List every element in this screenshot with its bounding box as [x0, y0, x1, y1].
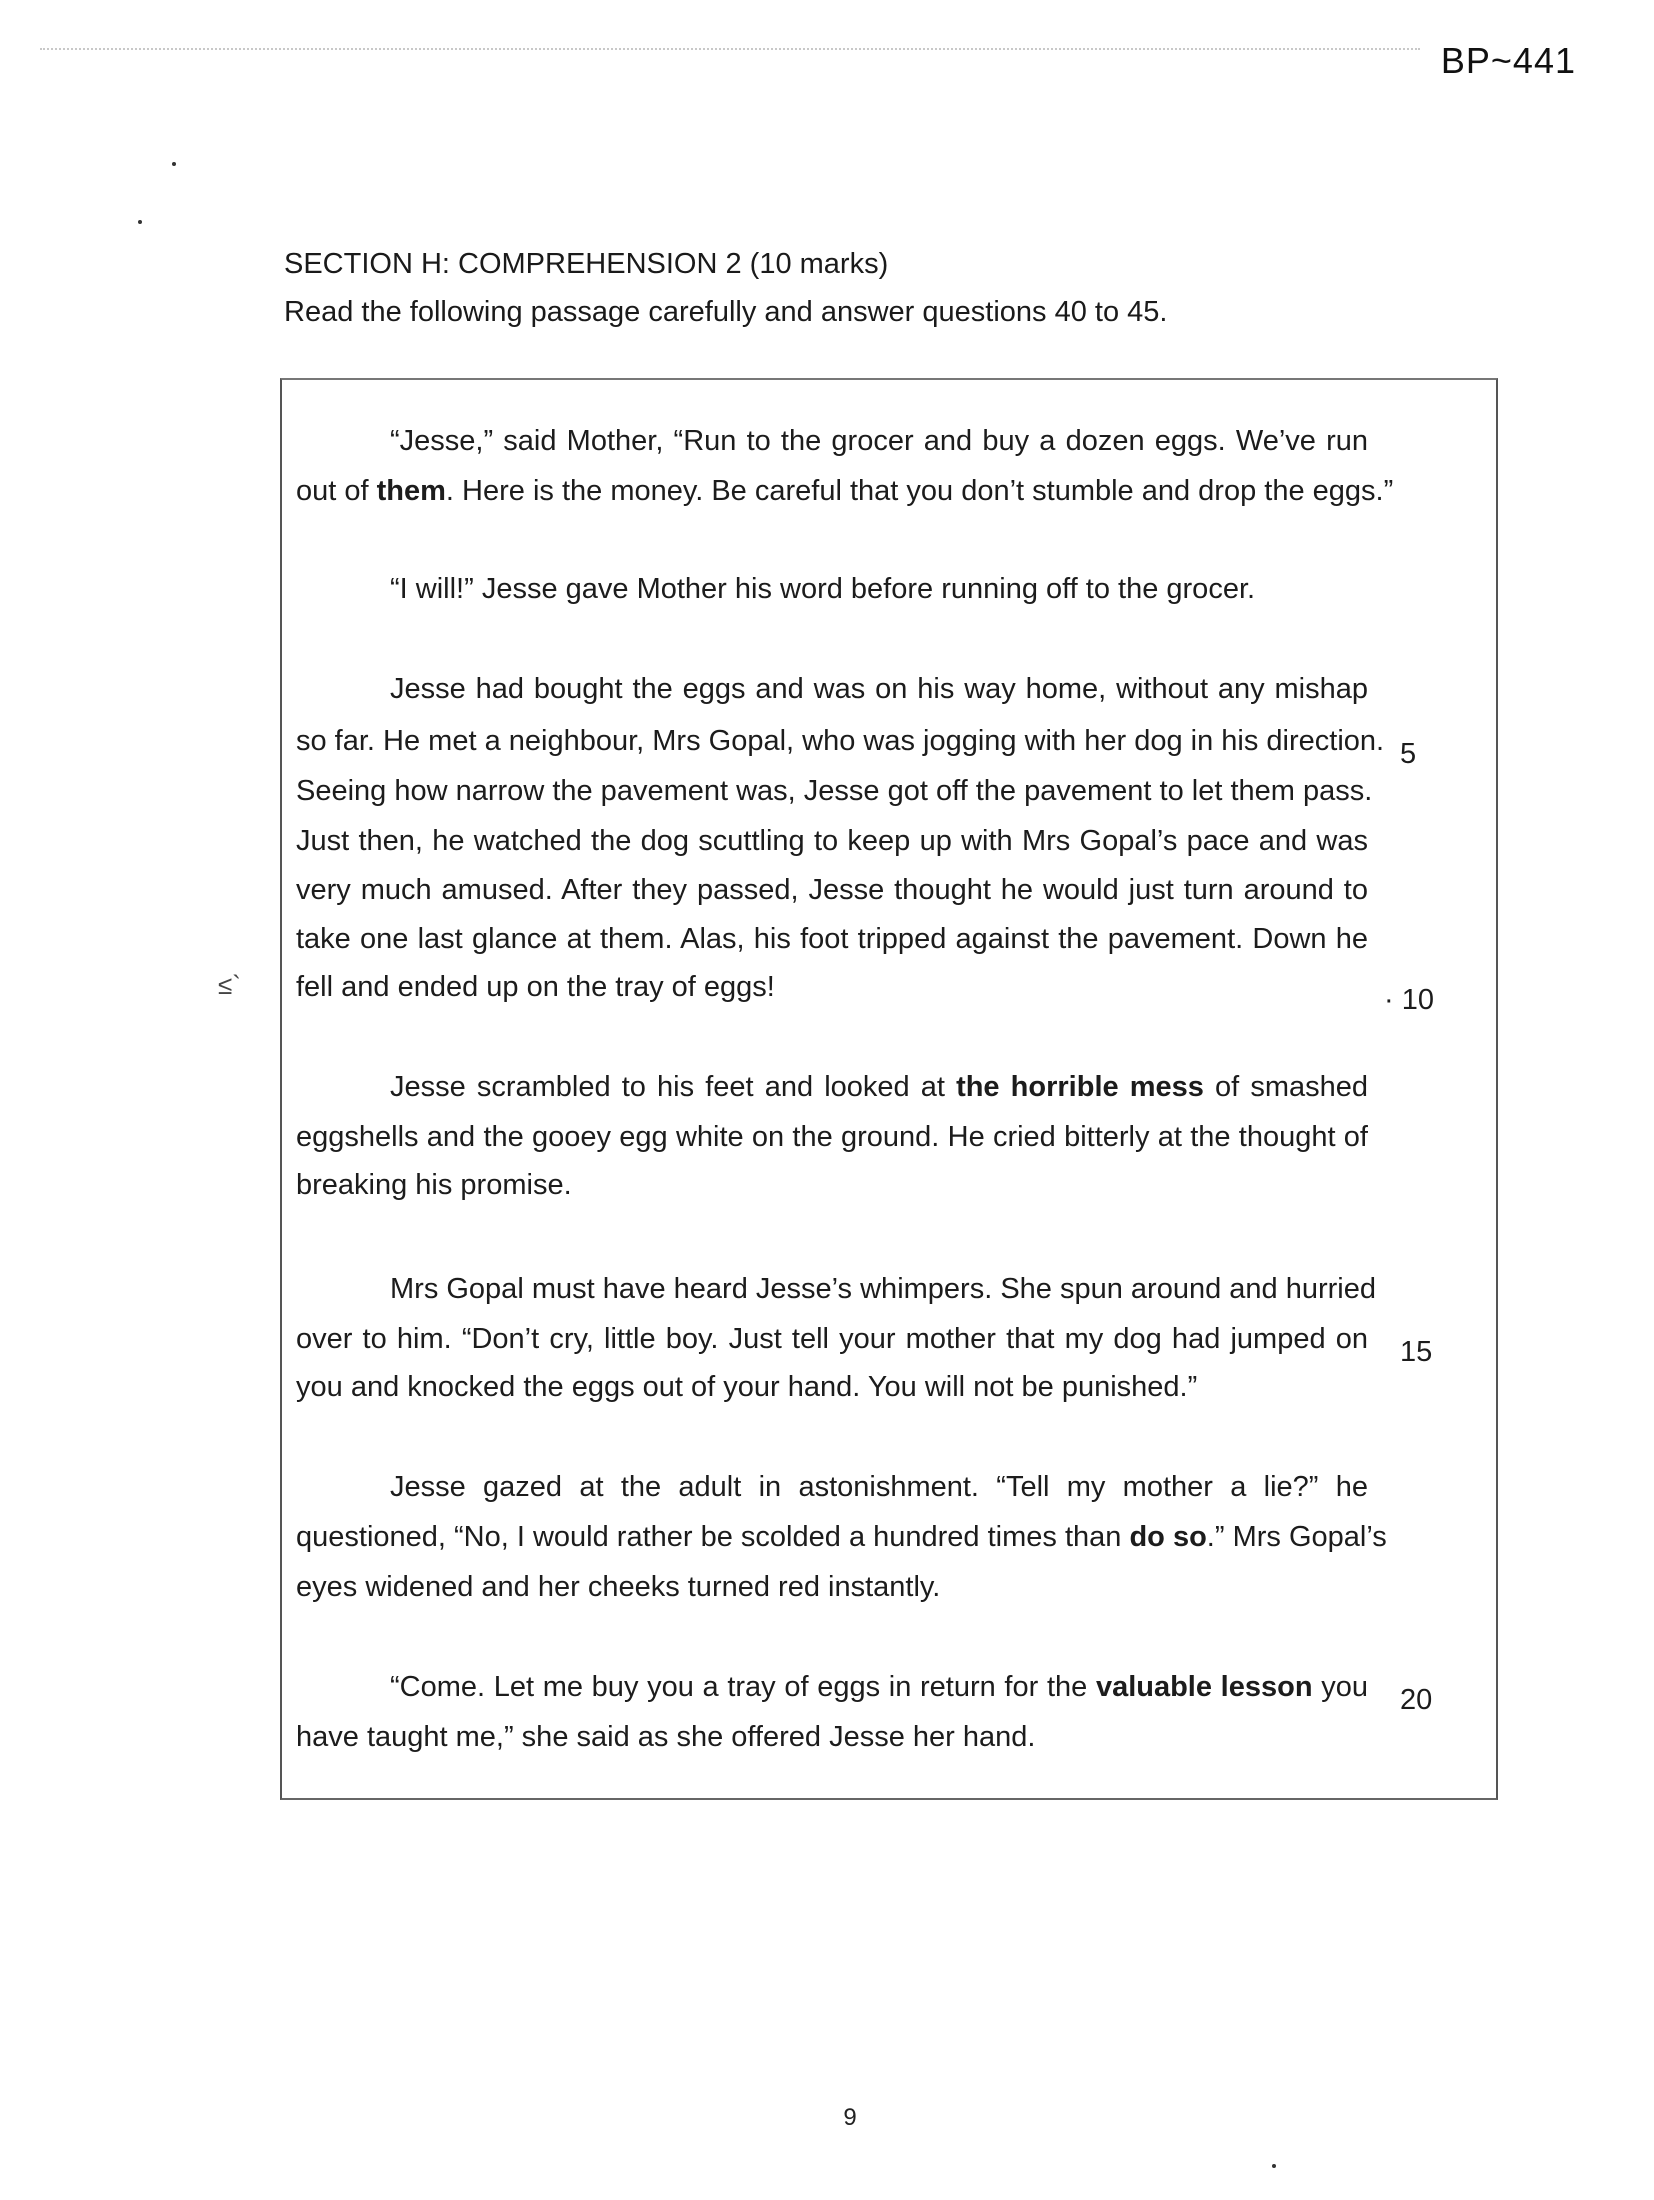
page-number: 9	[843, 2104, 857, 2131]
passage-line	[296, 474, 1394, 508]
passage-line	[296, 1520, 1387, 1554]
document-code: BP~441	[1440, 40, 1576, 81]
passage-line	[296, 1070, 1368, 1104]
passage-line: Mrs Gopal must have heard Jesse’s whimpers. She spun around and hurried	[390, 1273, 1376, 1305]
passage-line: take one last glance at them. Alas, his foot tripped against the pavement. Down he	[296, 923, 1368, 955]
line-number: 20	[1400, 1684, 1433, 1716]
passage-line: you and knocked the eggs out of your hand. You will not be punished.”	[296, 1371, 1198, 1403]
text-span: out of	[296, 475, 377, 507]
line-number: 5	[1400, 738, 1417, 770]
bold-phrase: them	[376, 475, 446, 507]
text-span: . Here is the money. Be careful that you don’t stumble and drop the eggs.”	[445, 475, 1394, 507]
passage-line: very much amused. After they passed, Jesse thought he would just turn around to	[296, 874, 1368, 906]
passage-line: Just then, he watched the dog scuttling to keep up with Mrs Gopal’s pace and was	[296, 825, 1368, 857]
bold-phrase: do so	[1129, 1521, 1207, 1553]
bold-phrase: the horrible mess	[956, 1071, 1204, 1103]
passage-line: “Jesse,” said Mother, “Run to the grocer and buy a dozen eggs. We’ve run	[390, 425, 1368, 457]
margin-mark: ≤`	[218, 970, 241, 1000]
passage-line: Jesse gazed at the adult in astonishment. “Tell my mother a lie?” he	[390, 1471, 1368, 1503]
passage-line: Seeing how narrow the pavement was, Jesse got off the pavement to let them pass.	[296, 775, 1373, 807]
passage-line	[296, 1670, 1368, 1704]
text-span: questioned, “No, I would rather be scolded a hundred times than	[296, 1521, 1130, 1553]
text-span: of smashed	[1203, 1071, 1368, 1103]
passage-line: so far. He met a neighbour, Mrs Gopal, who was jogging with her dog in his direction.	[296, 725, 1385, 757]
instruction-text: Read the following passage carefully and answer questions 40 to 45.	[284, 296, 1168, 328]
bold-phrase: valuable lesson	[1095, 1671, 1313, 1703]
passage-line: over to him. “Don’t cry, little boy. Just tell your mother that my dog had jumped on	[296, 1323, 1368, 1355]
line-number: · 10	[1384, 984, 1434, 1016]
scan-speck	[172, 162, 176, 166]
scan-speck	[138, 220, 142, 224]
passage-line: breaking his promise.	[296, 1169, 572, 1201]
passage-line: have taught me,” she said as she offered Jesse her hand.	[296, 1721, 1036, 1753]
passage-line: eggshells and the gooey egg white on the ground. He cried bitterly at the thought of	[296, 1121, 1368, 1153]
passage-line: “I will!” Jesse gave Mother his word before running off to the grocer.	[390, 573, 1256, 605]
scan-speck	[1272, 2164, 1276, 2168]
passage-line: Jesse had bought the eggs and was on his way home, without any mishap	[390, 673, 1368, 705]
text-span: “Come. Let me buy you a tray of eggs in return for the	[390, 1671, 1096, 1703]
text-span: you	[1312, 1671, 1368, 1703]
section-title: SECTION H: COMPREHENSION 2 (10 marks)	[284, 248, 889, 280]
line-number: 15	[1400, 1336, 1433, 1368]
passage-line: fell and ended up on the tray of eggs!	[296, 971, 775, 1003]
text-span: .” Mrs Gopal’s	[1206, 1521, 1387, 1553]
passage-line: eyes widened and her cheeks turned red instantly.	[296, 1571, 941, 1603]
scan-artifact-line	[40, 48, 1420, 50]
text-span: Jesse scrambled to his feet and looked at	[390, 1071, 957, 1103]
